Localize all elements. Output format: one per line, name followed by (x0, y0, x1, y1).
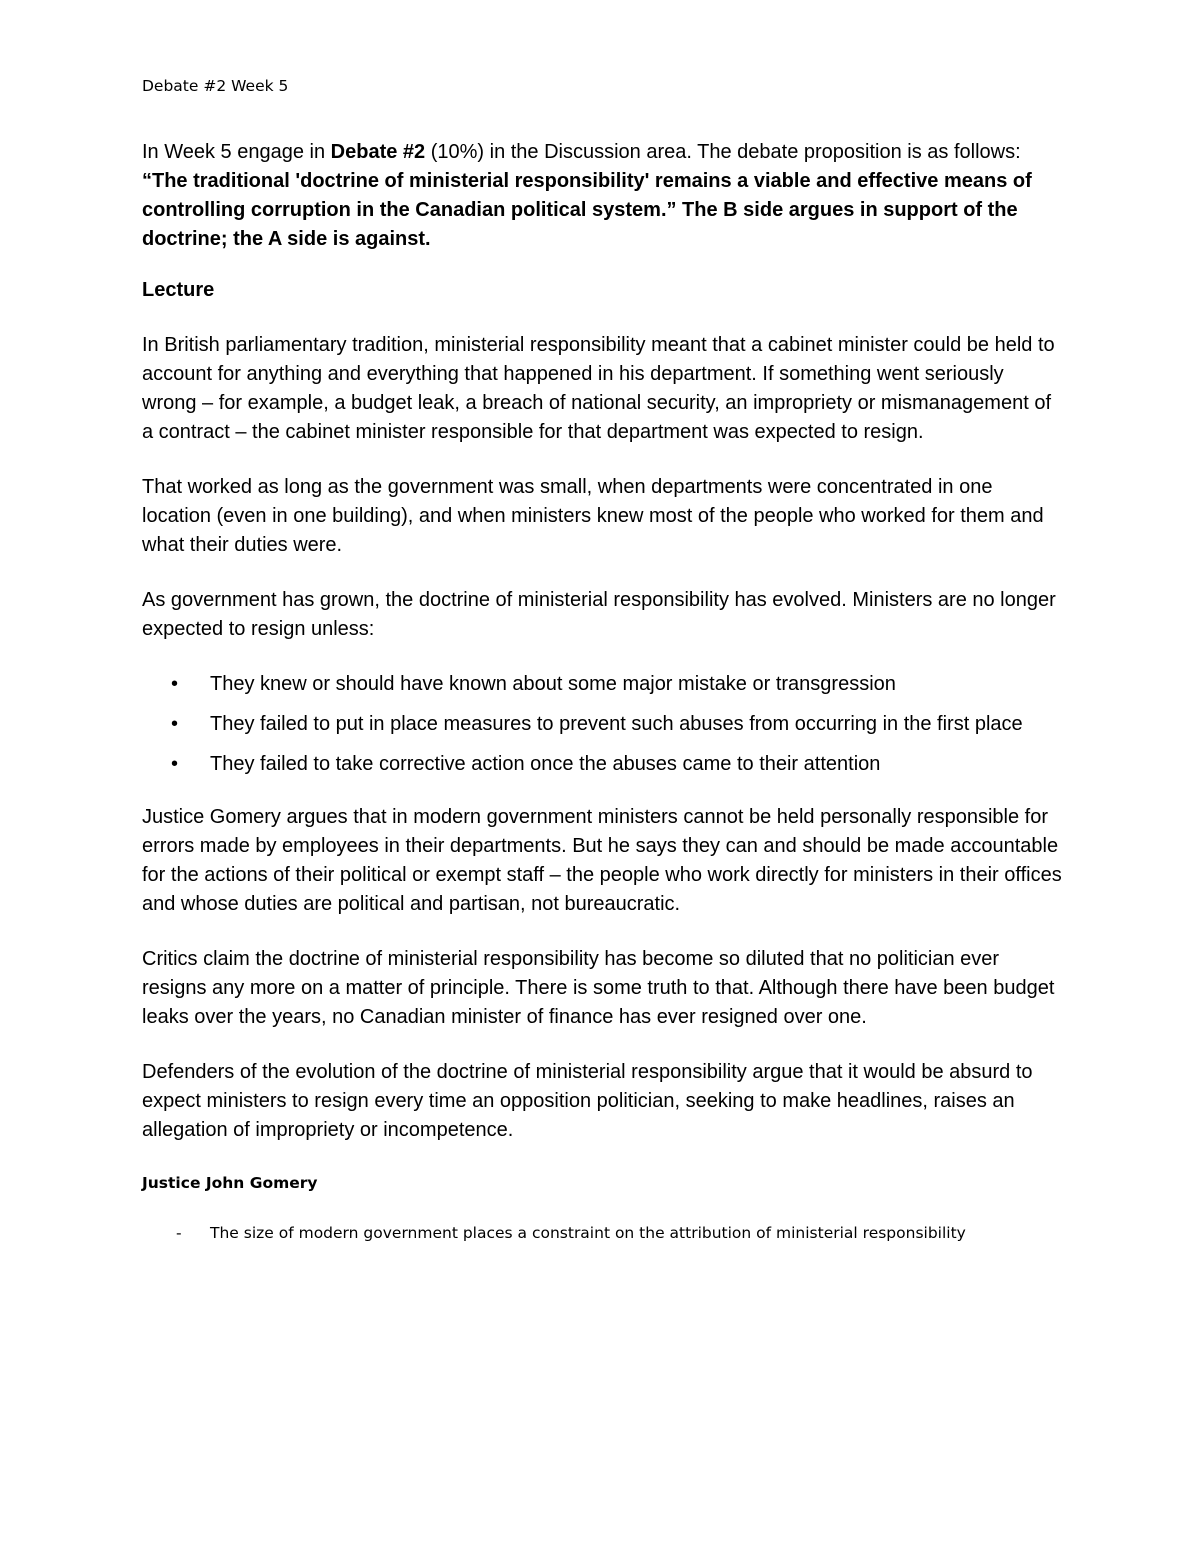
resign-conditions-list (142, 670, 1062, 779)
lecture-paragraph-6: Defenders of the evolution of the doctrine of ministerial responsibility argue that it would be absurd to expect ministers to resign every time an opposition politician, seeking to make headlines, raises an allegation of impropriety or incompetence. (142, 1061, 1033, 1141)
lecture-paragraph-1: In British parliamentary tradition, ministerial responsibility meant that a cabinet minister could be held to account for anything and everything that happened in his department. If something went seriously wrong – for example, a budget leak, a breach of national security, an impropriety or mismanagement of a contract – the cabinet minister responsible for that department was expected to resign. (142, 334, 1055, 443)
lecture-heading: Lecture (142, 279, 215, 301)
list-item-text: They failed to put in place measures to prevent such abuses from occurring in the first place (210, 713, 1023, 735)
list-item (142, 750, 1062, 779)
list-item-text: They failed to take corrective action once the abuses came to their attention (210, 753, 881, 775)
list-item-text: They knew or should have known about some major mistake or transgression (210, 673, 896, 695)
document-header-title: Debate #2 Week 5 (142, 77, 289, 95)
intro-paragraph (142, 138, 1062, 254)
gomery-heading: Justice John Gomery (142, 1174, 318, 1192)
intro-text-2: (10%) in the Discussion area. The debate proposition is as follows: (425, 141, 1021, 163)
intro-debate-label: Debate #2 (330, 141, 426, 163)
bullet-icon: • (171, 753, 179, 775)
lecture-paragraph-2: That worked as long as the government was small, when departments were concentrated in one location (even in one building), and when ministers knew most of the people who worked for them and what their duties were. (142, 476, 1044, 556)
document-page (142, 74, 1062, 1249)
intro-text-1: In Week 5 engage in (142, 141, 331, 163)
debate-proposition: “The traditional 'doctrine of ministerial responsibility' remains a viable and effective means of controlling corruption in the Canadian political system.” The B side argues in support of the doctrine; the A side is against. (142, 170, 1032, 250)
list-item (142, 670, 1062, 699)
list-item (142, 710, 1062, 739)
list-item (142, 1217, 1062, 1249)
list-item-text: The size of modern government places a constraint on the attribution of ministerial responsibility (210, 1224, 966, 1242)
dash-icon: - (176, 1224, 182, 1242)
bullet-icon: • (171, 713, 179, 735)
bullet-icon: • (171, 673, 179, 695)
lecture-paragraph-3: As government has grown, the doctrine of ministerial responsibility has evolved. Ministers are no longer expected to resign unless: (142, 589, 1056, 640)
lecture-paragraph-4: Justice Gomery argues that in modern government ministers cannot be held personally responsible for errors made by employees in their departments. But he says they can and should be made accountable for the actions of their political or exempt staff – the people who work directly for ministers in their offices and whose duties are political and partisan, not bureaucratic. (142, 806, 1062, 915)
gomery-points-list (142, 1217, 1062, 1249)
lecture-paragraph-5: Critics claim the doctrine of ministerial responsibility has become so diluted that no politician ever resigns any more on a matter of principle. There is some truth to that. Although there have been budget leaks over the years, no Canadian minister of finance has ever resigned over one. (142, 948, 1055, 1028)
